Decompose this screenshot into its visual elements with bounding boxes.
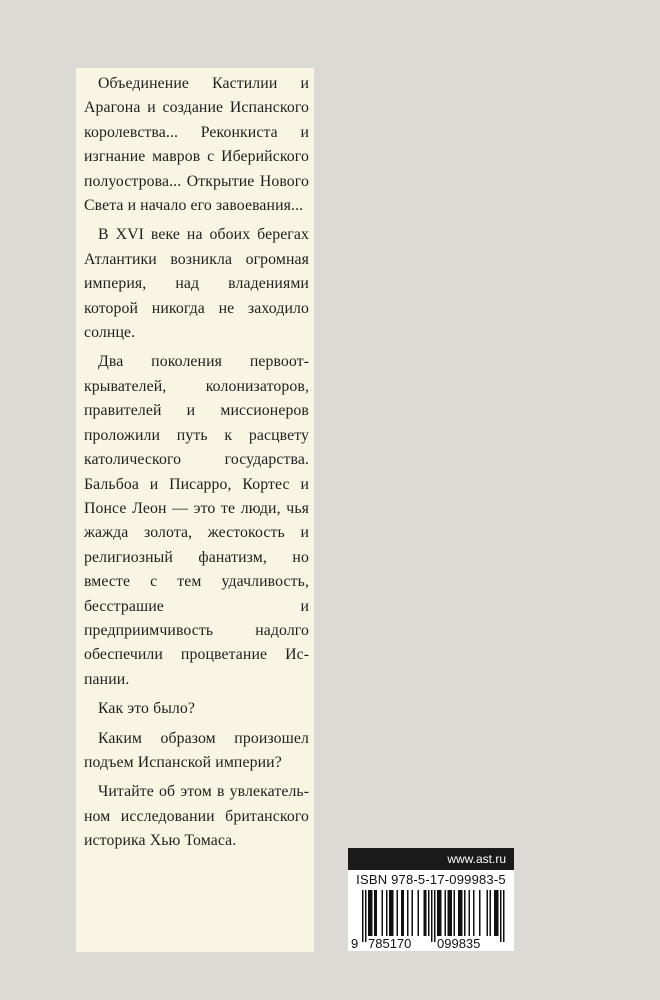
barcode-bar: [428, 890, 430, 936]
barcode-bar: [448, 890, 450, 936]
ean-barcode: [348, 888, 514, 951]
barcode-bar: [403, 890, 405, 936]
barcode-bar: [397, 890, 399, 936]
barcode-digits: 099835: [437, 936, 481, 951]
barcode-bar: [451, 890, 453, 936]
barcode-bar: [370, 890, 372, 936]
barcode-bar: [371, 890, 373, 936]
annotation-panel: [76, 68, 314, 952]
barcode-bar: [368, 890, 370, 936]
barcode-bar: [365, 890, 367, 942]
barcode-bar: [458, 890, 460, 936]
barcode-bar: [440, 890, 442, 936]
barcode-bar: [392, 890, 394, 936]
barcode-bar: [487, 890, 489, 936]
barcode-bar: [418, 890, 420, 936]
barcode-bar: [461, 890, 463, 936]
barcode-graphic: [348, 888, 514, 951]
isbn-text: ISBN 978-5-17-099983-5: [356, 872, 506, 887]
barcode-label: [348, 848, 514, 951]
barcode-digits: 9: [351, 936, 359, 951]
barcode-bar: [401, 890, 403, 936]
barcode-bar: [473, 890, 475, 936]
annotation-paragraph-6: Читайте об этом в увлекательном исследовании британского историка Хью Томаса.: [84, 783, 309, 850]
barcode-bar: [431, 890, 433, 942]
barcode-bar: [460, 890, 462, 936]
barcode-bar: [424, 890, 426, 936]
annotation-paragraph-4: Как это было?: [98, 700, 196, 718]
annotation-text: [84, 72, 309, 854]
barcode-bar: [391, 890, 393, 936]
barcode-bar: [445, 890, 447, 936]
barcode-bar: [503, 890, 505, 942]
barcode-bar: [439, 890, 441, 936]
barcode-bar: [434, 890, 436, 942]
barcode-bar: [382, 890, 384, 936]
barcode-bar: [479, 890, 481, 936]
barcode-bar: [449, 890, 451, 936]
barcode-bar: [454, 890, 456, 936]
barcode-bar: [464, 890, 466, 936]
barcode-bar: [490, 890, 492, 936]
barcode-bar: [500, 890, 502, 942]
barcode-digits: 785170: [368, 936, 412, 951]
barcode-bar: [497, 890, 499, 936]
barcode-bar: [362, 890, 364, 942]
annotation-paragraph-1: Объединение Кастилии и Арагона и создание Испанского королевства... Реконкиста и изгнание мавров с Иберийского полуострова... Открытие Нового Света и начало его завоевания...: [84, 75, 309, 215]
barcode-bar: [374, 890, 376, 936]
barcode-bar: [469, 890, 471, 936]
barcode-bar: [376, 890, 378, 936]
barcode-bar: [496, 890, 498, 936]
annotation-paragraph-2: В XVI веке на обоих берегах Атлантики возникла огромная империя, над владениями которой никогда не заходило солнце.: [84, 226, 309, 342]
publisher-url: www.ast.ru: [348, 848, 514, 870]
barcode-bar: [386, 890, 388, 936]
barcode-bar: [407, 890, 409, 936]
barcode-bar: [437, 890, 439, 936]
barcode-bar: [412, 890, 414, 936]
annotation-paragraph-3: Два поколения первооткрывателей, колонизаторов, правителей и миссионеров проложили путь к расцвету католического государства. Бальбоа и Писарро, Кортес и Понсе Леон — это те люди, чья жажда золота, жестокость и религиозный фанатизм, но вместе с тем удачливость, бесстрашие и предприимчивость надолго обеспечили процветание Испании.: [84, 353, 309, 688]
barcode-bar: [389, 890, 391, 936]
barcode-bar: [425, 890, 427, 936]
annotation-paragraph-5: Каким образом произошел подъем Испанской империи?: [84, 729, 309, 771]
barcode-bar: [494, 890, 496, 936]
